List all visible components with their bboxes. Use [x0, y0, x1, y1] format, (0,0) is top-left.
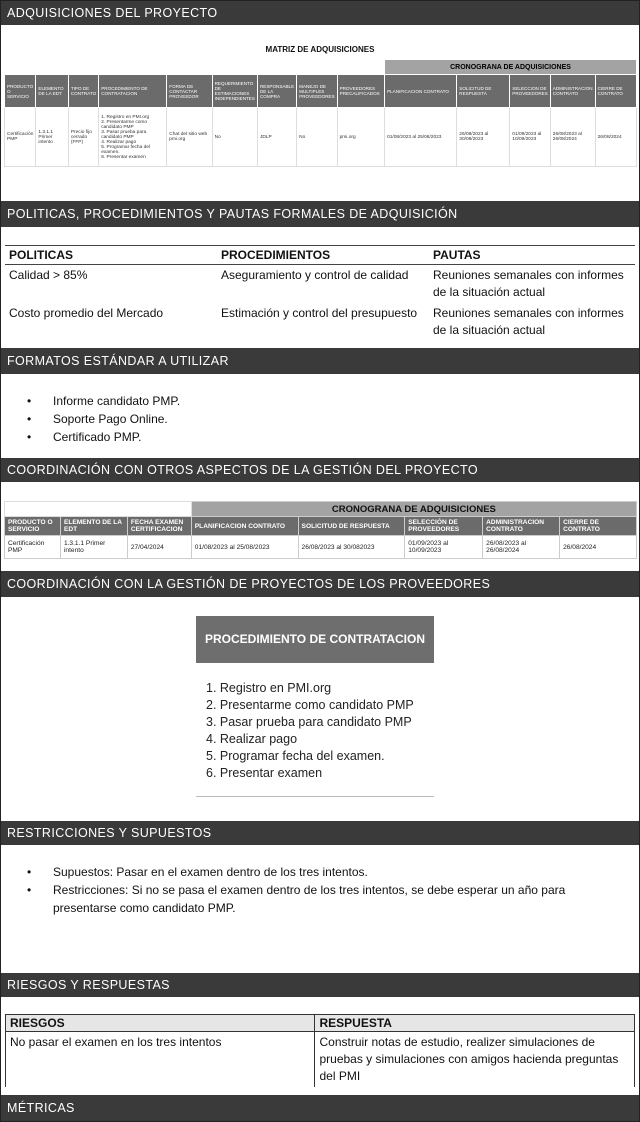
coordinacion-cronograma-header: CRONOGRANA DE ADQUISICIONES	[191, 502, 636, 517]
riesgos-cell: No pasar el examen en los tres intentos	[6, 1032, 315, 1088]
matrix-cell: JDLP	[257, 108, 296, 167]
list-item: 3. Pasar prueba para candidato PMP	[206, 715, 412, 729]
politicas-cell: Calidad > 85%	[9, 268, 88, 282]
matrix-cell: No	[297, 108, 337, 167]
divider	[196, 796, 434, 797]
matrix-header: FORMA DE CONTACTAR PROVEEDOR	[167, 75, 212, 108]
coordinacion-cell: Certificación PMP	[5, 536, 61, 559]
list-item	[1, 428, 639, 446]
bullet-icon: •	[27, 430, 32, 444]
section-header-riesgos: RIESGOS Y RESPUESTAS	[1, 973, 639, 997]
coordinacion-cell: 01/08/2023 al 25/08/2023	[191, 536, 298, 559]
coordinacion-cell: 01/09/2023 al 10/09/2023	[405, 536, 483, 559]
list-item-text: Informe candidato PMP.	[53, 394, 181, 408]
proc-line: 4. Realizar pago	[101, 139, 137, 145]
list-item-text: Restricciones: Si no se pasa el examen dentro de los tres intentos, se debe esperar un año para presentarse como candidato PMP.	[53, 883, 566, 915]
bullet-icon: •	[27, 394, 32, 408]
list-item	[1, 410, 639, 428]
bullet-icon: •	[27, 412, 32, 426]
coordinacion-header: ADMINISTRACION CONTRATO	[483, 517, 560, 536]
coordinacion-row	[5, 536, 637, 559]
matrix-header: PLANIFICACION CONTRATO	[385, 75, 457, 108]
list-item: 5. Programar fecha del examen.	[206, 749, 385, 763]
coordinacion-cell: 26/08/2023 al 26/08/2024	[483, 536, 560, 559]
riesgos-cell: Construir notas de estudio, realizer simulaciones de pruebas y simulaciones con amigos hacienda preguntas del PMI	[315, 1032, 635, 1088]
list-item: 1. Registro en PMI.org	[206, 681, 332, 695]
procedimiento-steps	[206, 680, 414, 782]
coordinacion-header-row	[5, 517, 637, 536]
matrix-cell: 26/08/2023 al 26/08/2024	[550, 108, 595, 167]
matrix-header: ADMINISTRACION CONTRATO	[550, 75, 595, 108]
coordinacion-header: ELEMENTO DE LA EDT	[60, 517, 127, 536]
proc-line: 6. Presentar examen	[101, 154, 146, 160]
matrix-cell: Chat del sitio web pmi.org	[167, 108, 212, 167]
formatos-list	[1, 392, 639, 446]
matrix-cell: No	[212, 108, 257, 167]
matrix-header-row	[5, 75, 637, 108]
list-item-text: Certificado PMP.	[53, 430, 142, 444]
politicas-row	[5, 303, 635, 341]
matrix-cell: 26/08/2024	[595, 108, 636, 167]
formatos-list-wrap	[1, 392, 639, 446]
list-item	[1, 881, 601, 917]
coordinacion-header: SOLICITUD DE RESPUESTA	[298, 517, 405, 536]
coordinacion-cell: 26/08/2024	[560, 536, 637, 559]
procedimiento-title: PROCEDIMIENTO DE CONTRATACION	[196, 616, 434, 663]
matrix-cell: pmi.org	[337, 108, 384, 167]
coordinacion-header: PRODUCTO O SERVICIO	[5, 517, 61, 536]
matrix-table	[4, 59, 637, 167]
politicas-header: PAUTAS	[429, 246, 635, 265]
list-item-text: Supuestos: Pasar en el examen dentro de los tres intentos.	[53, 865, 368, 879]
matrix-cell: Precio fijo cerrado (FFP)	[68, 108, 98, 167]
politicas-cell: Reuniones semanales con informes de la situación actual	[433, 268, 624, 299]
coordinacion-header: CIERRE DE CONTRATO	[560, 517, 637, 536]
bullet-icon: •	[27, 865, 32, 879]
matrix-header: PROVEEDORES PRECALIFICADOS	[337, 75, 384, 108]
matrix-cronograma-header: CRONOGRANA DE ADQUISICIONES	[385, 60, 637, 75]
list-item-text: Soporte Pago Online.	[53, 412, 168, 426]
list-item: 4. Realizar pago	[206, 732, 298, 746]
coordinacion-header: FECHA EXAMEN CERTIFICACION	[127, 517, 191, 536]
politicas-header: POLITICAS	[5, 246, 217, 265]
riesgos-header: RIESGOS	[6, 1015, 315, 1032]
section-header-coordinacion: COORDINACIÓN CON OTROS ASPECTOS DE LA GESTIÓN DEL PROYECTO	[1, 458, 639, 482]
coordinacion-header: PLANIFICACION CONTRATO	[191, 517, 298, 536]
matrix-row	[5, 108, 637, 167]
restricciones-list-wrap	[1, 863, 601, 917]
politicas-cell: Costo promedio del Mercado	[9, 306, 164, 320]
matrix-header: PROCEDIMIENTO DE CONTRATACION	[99, 75, 167, 108]
section-header-metricas: MÉTRICAS	[1, 1095, 639, 1121]
politicas-cell: Estimación y control del presupuesto	[221, 306, 418, 320]
matrix-header: TIPO DE CONTRATO	[68, 75, 98, 108]
bullet-icon: •	[27, 883, 32, 897]
coordinacion-header: SELECCIÓN DE PROVEEDORES	[405, 517, 483, 536]
matrix-section	[1, 25, 639, 199]
matrix-header: REQUERIMIENTO DE ESTIMACIONES INDEPENDIENTES	[212, 75, 257, 108]
riesgos-header: RESPUESTA	[315, 1015, 635, 1032]
matrix-cell-procedimiento	[99, 108, 167, 167]
coordinacion-cell: 1.3.1.1 Primer intento	[60, 536, 127, 559]
matrix-header: CIERRE DE CONTRATO	[595, 75, 636, 108]
politicas-cell: Reuniones semanales con informes de la situación actual	[433, 306, 624, 337]
section-header-adquisiciones: ADQUISICIONES DEL PROYECTO	[1, 1, 639, 25]
list-item	[1, 863, 601, 881]
matrix-title: MATRIZ DE ADQUISICIONES	[265, 45, 375, 54]
riesgos-table	[5, 1014, 635, 1087]
list-item	[1, 392, 639, 410]
politicas-row	[5, 265, 635, 304]
matrix-header: MANEJO DE MULTIPLES PROVEEDORES	[297, 75, 337, 108]
matrix-header: ELEMENTO DE LA EDT	[36, 75, 68, 108]
proc-line: 1. Registro en PMI.org	[101, 114, 150, 120]
proc-line: 2. Presentarme como candidato PMP	[101, 119, 148, 130]
list-item: 6. Presentar examen	[206, 766, 323, 780]
matrix-cell: 26/08/2023 al 30/08/2023	[457, 108, 510, 167]
politicas-cell: Aseguramiento y control de calidad	[221, 268, 409, 282]
section-header-proveedores: COORDINACIÓN CON LA GESTIÓN DE PROYECTOS DE LOS PROVEEDORES	[1, 571, 639, 597]
matrix-cell: 01/08/2023 al 25/08/2023	[385, 108, 457, 167]
riesgos-row	[6, 1032, 635, 1088]
restricciones-list	[1, 863, 601, 917]
matrix-cell: Certificación PMP	[5, 108, 36, 167]
matrix-cell: 01/09/2023 al 10/09/2023	[510, 108, 550, 167]
section-header-politicas: POLITICAS, PROCEDIMIENTOS Y PAUTAS FORMALES DE ADQUISICIÓN	[1, 201, 639, 227]
coordinacion-cell: 27/04/2024	[127, 536, 191, 559]
list-item: 2. Presentarme como candidato PMP	[206, 698, 414, 712]
section-header-formatos: FORMATOS ESTÁNDAR A UTILIZAR	[1, 348, 639, 374]
coordinacion-table	[4, 501, 637, 559]
matrix-header: SELECCION DE PROVEEDORES	[510, 75, 550, 108]
proc-line: 5. Programar fecha del examen.	[101, 144, 150, 155]
politicas-table	[5, 245, 635, 341]
proc-line: 3. Pasar prueba para candidato PMP	[101, 129, 147, 140]
coordinacion-cell: 26/08/2023 al 30/082023	[298, 536, 405, 559]
matrix-cell: 1.3.1.1 Primer intento	[36, 108, 68, 167]
section-header-restricciones: RESTRICCIONES Y SUPUESTOS	[1, 821, 639, 845]
matrix-header: PRODUCTO O SERVICIO	[5, 75, 36, 108]
matrix-header: SOLICITUD DE RESPUESTA	[457, 75, 510, 108]
matrix-header: RESPONSABLE DE LA COMPRA	[257, 75, 296, 108]
politicas-header: PROCEDIMIENTOS	[217, 246, 429, 265]
